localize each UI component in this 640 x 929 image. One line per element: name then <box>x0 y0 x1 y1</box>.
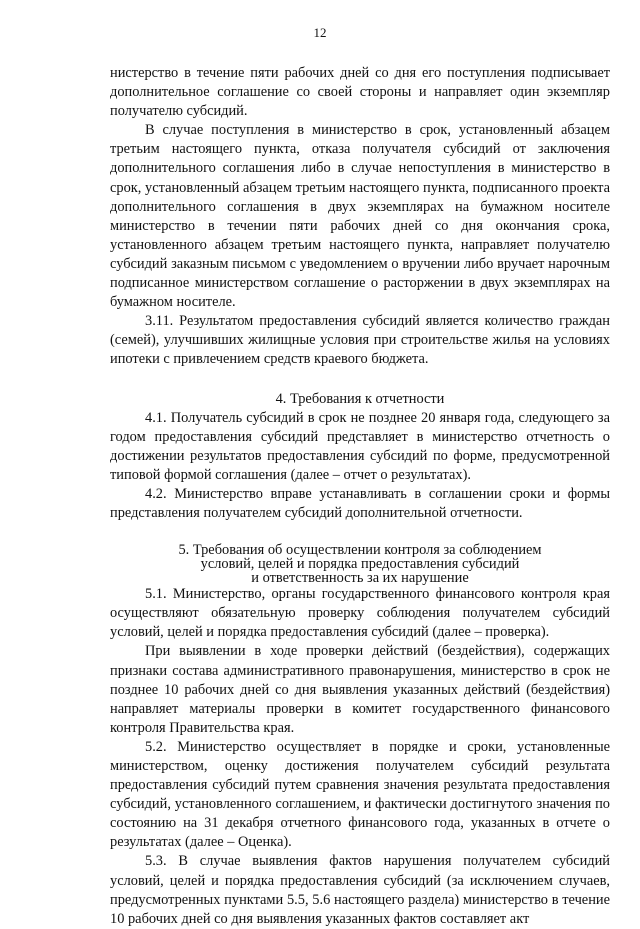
page-number: 12 <box>313 25 327 40</box>
paragraph-5-2: 5.2. Министерство осуществляет в порядке и сроки, установленные министерством, оценку достижения получателем субсидий результата предоставления субсидий путем сравнения значения результата предоставления субсидий, установленного соглашением, и фактически достигнутого значения по состоянию на 31 декабря отчетного финансового года, указанных в отчете о результатах (далее – Оценка). <box>110 738 610 851</box>
paragraph-violation-materials: При выявлении в ходе проверки действий (бездействия), содержащих признаки состава административного правонарушения, министерство в срок не позднее 10 рабочих дней со дня выявления указанных действий (бездействия) направляет материалы проверки в комитет государственного финансового контроля Правительства края. <box>110 643 610 736</box>
section-5-heading <box>110 543 610 585</box>
paragraph-3-11: 3.11. Результатом предоставления субсидий является количество граждан (семей), улучшивших жилищные условия при строительстве жилья на условиях ипотеки с привлечением средств краевого бюджета. <box>110 313 610 368</box>
paragraph-5-3: 5.3. В случае выявления фактов нарушения получателем субсидий условий, целей и порядка предоставления субсидий (за исключением случаев, предусмотренных пунктами 5.5, 5.6 настоящего раздела) министерство в течение 10 рабочих дней со дня выявления указанных фактов составляет акт <box>110 853 610 927</box>
section-5-heading-line-1: 5. Требования об осуществлении контроля за соблюдением <box>178 542 542 559</box>
section-5-heading-line-2: условий, целей и порядка предоставления субсидий <box>200 556 520 573</box>
section-4-heading: 4. Требования к отчетности <box>275 390 445 407</box>
paragraph-continuation: нистерство в течение пяти рабочих дней со дня его поступления подписывает дополнительное соглашение со своей стороны и направляет один экземпляр получателю субсидий. <box>110 65 610 120</box>
section-5-heading-line-3: и ответственность за их нарушение <box>251 570 469 587</box>
paragraph-4-2: 4.2. Министерство вправе устанавливать в соглашении сроки и формы представления получателем субсидий дополнительной отчетности. <box>110 485 610 522</box>
paragraph-termination-procedure: В случае поступления в министерство в срок, установленный абзацем третьим настоящего пункта, отказа получателя субсидий от заключения дополнительного соглашения либо в случае непоступления в министерство в срок, установленный абзацем третьим настоящего пункта, подписанного проекта дополнительного соглашения в двух экземплярах на бумажном носителе министерство в течении пяти рабочих дней со дня окончания срока, установленного абзацем третьим настоящего пункта, направляет получателю субсидий заказным письмом с уведомлением о вручении либо вручает нарочным подписанное министерством соглашение о расторжении в двух экземплярах на бумажном носителе. <box>110 122 610 311</box>
paragraph-4-1: 4.1. Получатель субсидий в срок не позднее 20 января года, следующего за годом предоставления субсидий представляет в министерство отчетность о достижении результатов предоставления субсидий по форме, предусмотренной типовой формой соглашения (далее – отчет о результатах). <box>110 409 610 483</box>
paragraph-5-1: 5.1. Министерство, органы государственного финансового контроля края осуществляют обязательную проверку соблюдения получателем субсидий условий, целей и порядка предоставления субсидий (далее – проверка). <box>110 586 610 641</box>
document-body <box>110 64 610 929</box>
